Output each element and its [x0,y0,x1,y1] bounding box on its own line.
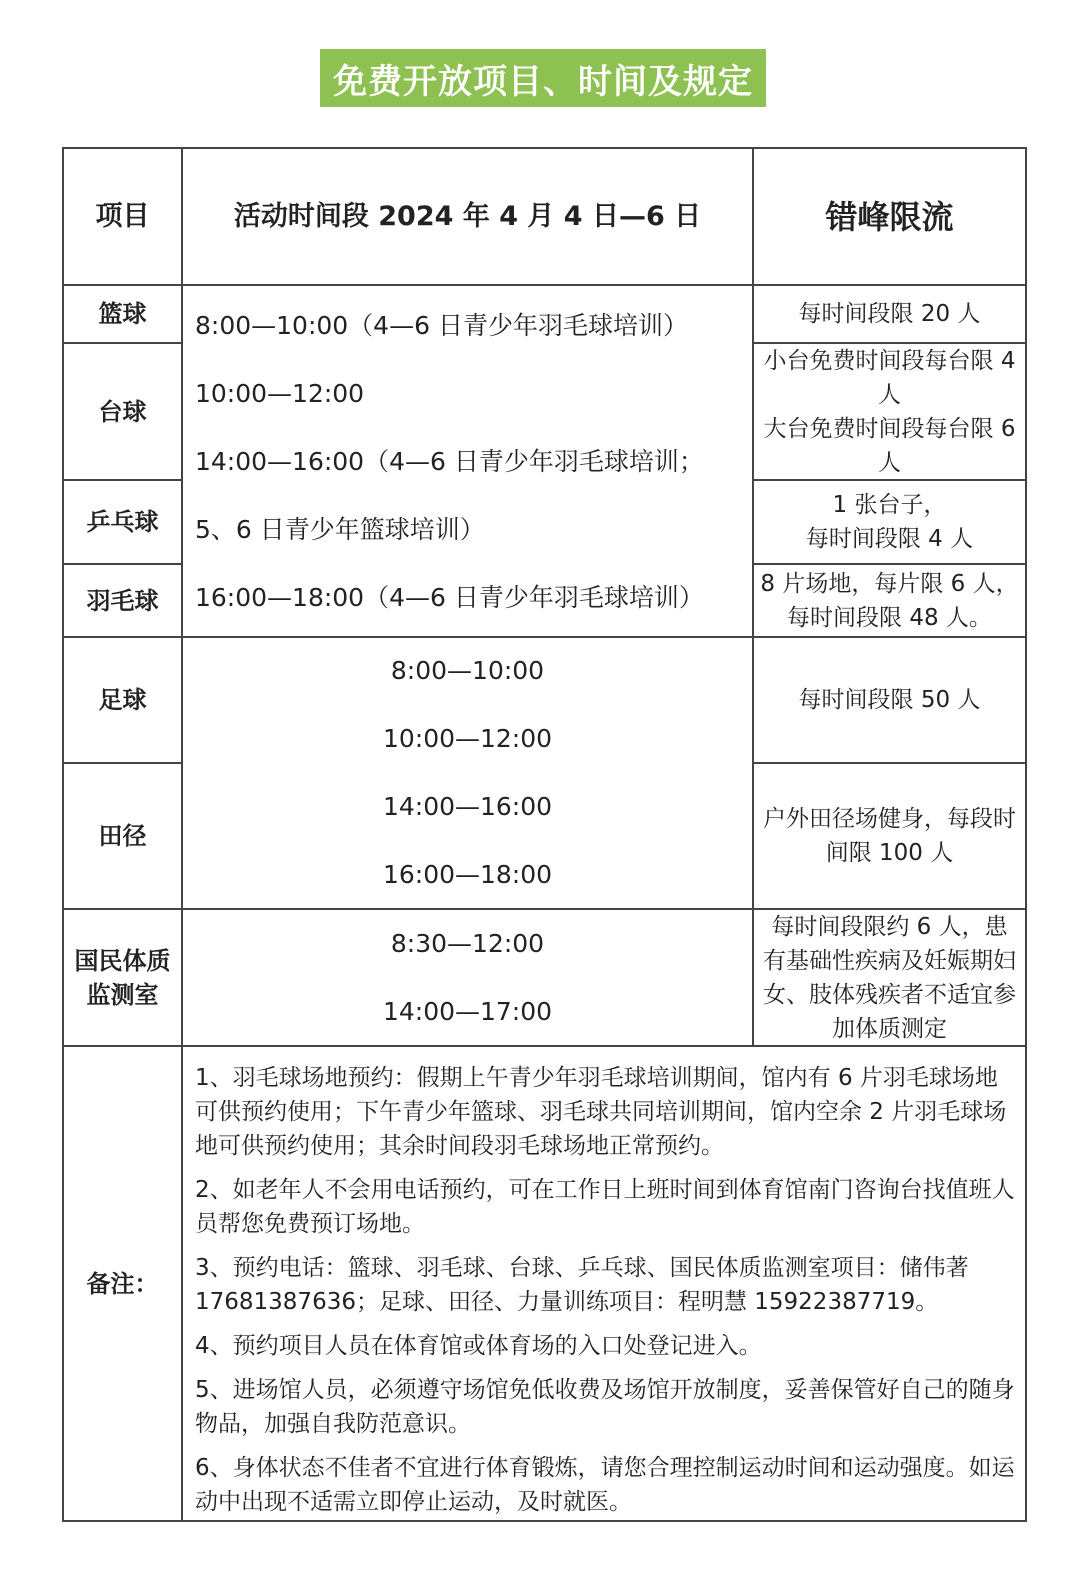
limit-basketball: 每时间段限 20 人 [798,301,981,327]
time-slot: 16:00—18:00 [382,860,553,889]
row-label-table-tennis: 乒乓球 [86,508,159,536]
time-slot: 10:00—12:00 [195,379,365,408]
indoor-times [183,292,752,636]
row-label-football: 足球 [98,686,147,714]
header-limit: 错峰限流 [825,197,954,236]
limit-football: 每时间段限 50 人 [798,687,981,713]
monitor-times [183,910,752,1045]
limit-billiards: 小台免费时间段每台限 4 人 大台免费时间段每台限 6 人 [763,347,1016,476]
row-label-badminton: 羽毛球 [86,586,159,615]
time-slot: 16:00—18:00（4—6 日青少年羽毛球培训） [195,583,704,612]
limit-track: 户外田径场健身，每段时间限 100 人 [763,806,1016,866]
time-slot: 8:30—12:00 [390,928,545,958]
note-item: 4、预约项目人员在体育馆或体育场的入口处登记进入。 [195,1333,762,1359]
outdoor-times [183,638,752,908]
row-label-basketball: 篮球 [98,300,147,328]
time-slot: 14:00—17:00 [382,996,553,1026]
note-item: 3、预约电话：篮球、羽毛球、台球、乒乓球、国民体质监测室项目：储伟著 17681387636；足球、田径、力量训练项目：程明慧 15922387719。 [195,1255,969,1315]
time-slot: 14:00—16:00（4—6 日青少年羽毛球培训； [195,447,704,476]
limit-fitness-monitor: 每时间段限约 6 人，患有基础性疾病及妊娠期妇女、肢体残疾者不适宜参加体质测定 [763,913,1016,1042]
time-slot: 14:00—16:00 [382,792,553,821]
time-slot: 8:00—10:00 [390,656,545,685]
note-item: 2、如老年人不会用电话预约，可在工作日上班时间到体育馆南门咨询台找值班人员帮您免费预订场地。 [195,1177,1015,1237]
notes-label: 备注： [86,1269,159,1298]
row-label-billiards: 台球 [98,397,147,426]
header-time: 活动时间段 2024 年 4 月 4 日—6 日 [233,200,702,232]
notes-body [183,1047,1025,1520]
limit-badminton: 8 片场地，每片限 6 人， 每时间段限 48 人。 [760,570,1019,631]
time-slot: 10:00—12:00 [382,724,553,753]
note-item: 1、羽毛球场地预约：假期上午青少年羽毛球培训期间，馆内有 6 片羽毛球场地可供预约使用；下午青少年篮球、羽毛球共同培训期间，馆内空余 2 片羽毛球场地可供预约使用；其余时间段羽毛球场地正常预约。 [195,1065,1007,1159]
schedule-table [62,147,1027,1522]
header-project: 项目 [95,200,150,232]
note-item: 6、身体状态不佳者不宜进行体育锻炼，请您合理控制运动时间和运动强度。如运动中出现不适需立即停止运动，及时就医。 [195,1455,1015,1515]
limit-table-tennis: 1 张台子， 每时间段限 4 人 [805,492,974,552]
row-label-fitness-monitor: 国民体质监测室 [74,946,171,1009]
page-title: 免费开放项目、时间及规定 [320,49,766,107]
note-item: 5、进场馆人员，必须遵守场馆免低收费及场馆开放制度，妥善保管好自己的随身物品，加强自我防范意识。 [195,1377,1015,1437]
row-label-track: 田径 [98,822,147,850]
time-slot: 8:00—10:00（4—6 日青少年羽毛球培训） [195,311,688,340]
time-slot: 5、6 日青少年篮球培训） [195,515,485,544]
